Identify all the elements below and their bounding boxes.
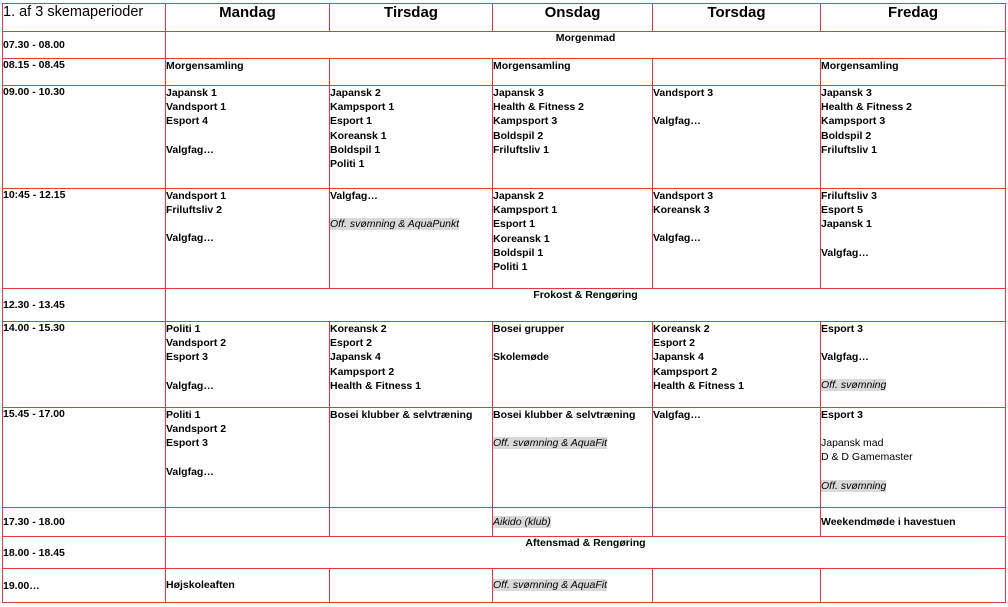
schedule-title: 1. af 3 skemaperioder (3, 4, 166, 32)
highlighted-activity-label: Aikido (klub) (493, 515, 551, 528)
cell-friday (821, 189, 1006, 289)
activity: Vandsport 1 (166, 101, 227, 114)
cell-wednesday (493, 59, 653, 86)
all-days-activity: Frokost & Rengøring (166, 289, 1006, 322)
activity: D & D Gamemaster (821, 451, 913, 464)
cell-friday (821, 86, 1006, 189)
schedule-row (3, 189, 1006, 289)
activity: Japansk 3 (493, 87, 544, 99)
activity: Valgfag… (821, 351, 869, 364)
highlighted-activity-label: Off. svømning & AquaPunkt (330, 218, 460, 231)
cell-tuesday (330, 569, 493, 603)
activity: Friluftsliv 3 (821, 190, 878, 202)
activity: Health & Fitness 1 (330, 379, 422, 392)
schedule-row (3, 289, 1006, 322)
activity: Boldspil 1 (330, 143, 381, 156)
schedule-row (3, 537, 1006, 569)
activity: Esport 3 (166, 351, 209, 364)
activity: Bosei klubber & selvtræning (330, 409, 473, 421)
blank-line (821, 336, 1005, 350)
day-header-monday: Mandag (166, 4, 330, 32)
cell-friday (821, 408, 1006, 508)
activity: Kampsport 3 (821, 115, 886, 128)
activity: Esport 3 (821, 409, 864, 421)
activity: Højskoleaften (166, 579, 235, 592)
cell-tuesday (330, 86, 493, 189)
activity: Koreansk 1 (330, 129, 387, 142)
activity: Esport 4 (166, 115, 209, 128)
activity: Bosei klubber & selvtræning (493, 409, 636, 421)
blank-line (653, 100, 820, 114)
activity: Politi 1 (166, 323, 201, 335)
cell-thursday (653, 189, 821, 289)
time-slot: 09.00 - 10.30 (3, 86, 166, 189)
activity: Esport 5 (821, 204, 864, 217)
activity: Esport 1 (330, 115, 373, 128)
cell-thursday (653, 569, 821, 603)
schedule-row (3, 569, 1006, 603)
activity: Valgfag… (166, 143, 214, 156)
activity: Esport 2 (653, 337, 696, 350)
blank-line (166, 451, 329, 465)
cell-tuesday (330, 408, 493, 508)
activity: Morgensamling (493, 60, 571, 72)
activity: Esport 3 (821, 323, 864, 335)
time-slot: 07.30 - 08.00 (3, 32, 166, 59)
cell-wednesday (493, 322, 653, 408)
highlighted-activity (821, 479, 1005, 493)
cell-thursday (653, 508, 821, 537)
cell-monday (166, 322, 330, 408)
schedule-table (2, 3, 1006, 603)
schedule-row (3, 322, 1006, 408)
activity: Kampsport 2 (330, 365, 395, 378)
cell-friday (821, 59, 1006, 86)
activity: Politi 1 (330, 158, 365, 171)
activity: Japansk 1 (821, 218, 872, 231)
activity: Japansk 1 (166, 87, 217, 99)
time-slot: 10:45 - 12.15 (3, 189, 166, 289)
cell-monday (166, 408, 330, 508)
highlighted-activity (493, 515, 652, 529)
cell-thursday (653, 59, 821, 86)
activity: Japansk 2 (493, 190, 544, 202)
cell-monday (166, 86, 330, 189)
day-header-thursday: Torsdag (653, 4, 821, 32)
activity: Health & Fitness 2 (493, 101, 585, 114)
day-header-friday: Fredag (821, 4, 1006, 32)
blank-line (653, 217, 820, 231)
schedule-row (3, 59, 1006, 86)
time-slot: 17.30 - 18.00 (3, 508, 166, 537)
all-days-activity: Morgenmad (166, 32, 1006, 59)
activity: Japansk 2 (330, 87, 381, 99)
blank-line (166, 365, 329, 379)
schedule-body (3, 32, 1006, 603)
cell-tuesday (330, 59, 493, 86)
cell-tuesday (330, 322, 493, 408)
cell-thursday (653, 86, 821, 189)
activity: Boldspil 2 (821, 129, 872, 142)
schedule-row (3, 408, 1006, 508)
blank-line (493, 336, 652, 350)
activity: Esport 2 (330, 337, 373, 350)
cell-friday (821, 508, 1006, 537)
time-slot: 14.00 - 15.30 (3, 322, 166, 408)
activity: Politi 1 (166, 409, 201, 421)
schedule-row (3, 32, 1006, 59)
activity: Friluftsliv 2 (166, 204, 223, 217)
activity: Friluftsliv 1 (821, 143, 878, 156)
time-slot: 15.45 - 17.00 (3, 408, 166, 508)
activity: Valgfag… (653, 115, 701, 128)
blank-line (330, 203, 492, 217)
schedule-row (3, 86, 1006, 189)
activity: Weekendmøde i havestuen (821, 515, 956, 528)
blank-line (493, 422, 652, 436)
cell-wednesday (493, 569, 653, 603)
highlighted-activity (821, 378, 1005, 392)
activity: Japansk 4 (330, 351, 381, 364)
activity: Valgfag… (653, 409, 701, 421)
activity: Esport 1 (493, 218, 536, 231)
blank-line (166, 217, 329, 231)
cell-tuesday (330, 189, 493, 289)
activity: Valgfag… (821, 246, 869, 259)
activity: Koreansk 3 (653, 204, 710, 217)
activity: Health & Fitness 1 (653, 379, 745, 392)
day-header-tuesday: Tirsdag (330, 4, 493, 32)
cell-wednesday (493, 189, 653, 289)
activity: Vandsport 2 (166, 337, 227, 350)
blank-line (821, 364, 1005, 378)
activity: Vandsport 3 (653, 190, 714, 202)
cell-wednesday (493, 408, 653, 508)
cell-thursday (653, 322, 821, 408)
activity: Vandsport 2 (166, 423, 227, 436)
cell-monday (166, 569, 330, 603)
activity: Valgfag… (653, 232, 701, 245)
time-slot: 19.00… (3, 569, 166, 603)
cell-monday (166, 59, 330, 86)
activity: Valgfag… (166, 465, 214, 478)
highlighted-activity (330, 217, 492, 231)
activity: Boldspil 2 (493, 129, 544, 142)
activity: Koreansk 1 (493, 232, 550, 245)
time-slot: 12.30 - 13.45 (3, 289, 166, 322)
activity: Bosei grupper (493, 323, 565, 335)
activity: Politi 1 (493, 261, 528, 274)
activity: Morgensamling (821, 60, 899, 72)
cell-thursday (653, 408, 821, 508)
activity: Health & Fitness 2 (821, 101, 913, 114)
activity: Koreansk 2 (330, 323, 387, 335)
time-slot: 08.15 - 08.45 (3, 59, 166, 86)
cell-friday (821, 322, 1006, 408)
cell-monday (166, 508, 330, 537)
activity: Esport 3 (166, 437, 209, 450)
cell-wednesday (493, 86, 653, 189)
activity: Valgfag… (166, 232, 214, 245)
activity: Japansk 4 (653, 351, 704, 364)
cell-wednesday (493, 508, 653, 537)
activity: Boldspil 1 (493, 246, 544, 259)
cell-tuesday (330, 508, 493, 537)
activity: Vandsport 3 (653, 87, 714, 99)
blank-line (821, 465, 1005, 479)
activity: Vandsport 1 (166, 190, 227, 202)
highlighted-activity-label: Off. svømning & AquaFit (493, 437, 607, 450)
activity: Japansk 3 (821, 87, 872, 99)
cell-monday (166, 189, 330, 289)
day-header-wednesday: Onsdag (493, 4, 653, 32)
schedule-row (3, 508, 1006, 537)
highlighted-activity-label: Off. svømning (821, 479, 887, 492)
activity: Valgfag… (330, 190, 378, 202)
header-row (3, 4, 1006, 32)
blank-line (821, 422, 1005, 436)
activity: Skolemøde (493, 351, 550, 364)
activity: Morgensamling (166, 60, 244, 72)
activity: Japansk mad (821, 437, 884, 450)
activity: Kampsport 3 (493, 115, 558, 128)
activity: Friluftsliv 1 (493, 143, 550, 156)
activity: Kampsport 1 (493, 204, 558, 217)
highlighted-activity (493, 578, 652, 592)
activity: Kampsport 2 (653, 365, 718, 378)
time-slot: 18.00 - 18.45 (3, 537, 166, 569)
activity: Valgfag… (166, 379, 214, 392)
highlighted-activity-label: Off. svømning & AquaFit (493, 579, 607, 592)
activity: Kampsport 1 (330, 101, 395, 114)
highlighted-activity (493, 436, 652, 450)
cell-friday (821, 569, 1006, 603)
blank-line (166, 129, 329, 143)
activity: Koreansk 2 (653, 323, 710, 335)
highlighted-activity-label: Off. svømning (821, 379, 887, 392)
blank-line (821, 232, 1005, 246)
all-days-activity: Aftensmad & Rengøring (166, 537, 1006, 569)
